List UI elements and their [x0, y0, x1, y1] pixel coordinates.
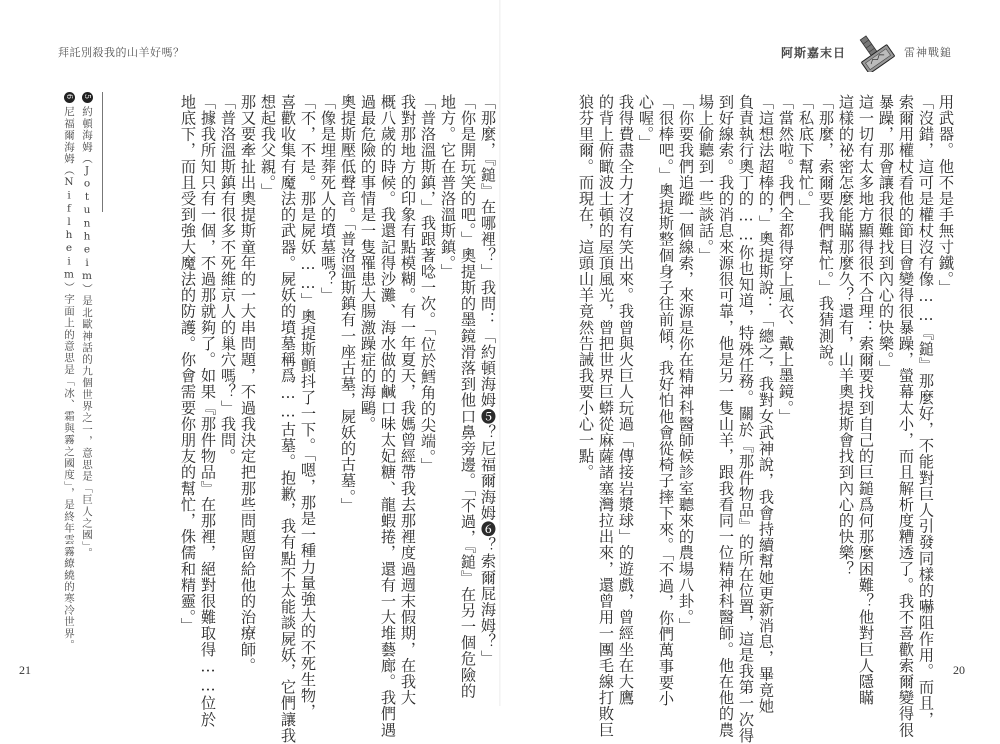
text-column: 這一切有太多地方顯得很不合理：索爾要找到自己的巨鎚爲何那麼困難？他對巨人隱瞞: [857, 94, 875, 706]
text-column: 場上偷聽到一些談話。」: [697, 94, 715, 264]
text-column: 「據我所知只有一個，不過那就夠了。如果『那件物品』在那裡，絕對很難取得……位於: [199, 94, 217, 728]
footnote-divider: [102, 92, 103, 212]
text-column: 「你是開玩笑的吧。」奧提斯的墨鏡滑落到他口鼻旁邊。「不過，『鎚』在另一個危險的: [459, 94, 477, 700]
text-column: 我得費盡全力才沒有笑出來。我曾與火巨人玩過「傳接岩漿球」的遊戲，曾經坐在大鷹: [617, 94, 635, 706]
text-column: 「不，不是。那是屍妖……」奧提斯顫抖了一下。「嗯，那是一種力量強大的不死生物，: [299, 94, 317, 720]
footnote-5: [80, 92, 94, 592]
page-number-right: 20: [953, 663, 965, 677]
text-column: 索爾用權杖看他的節目會變得很暴躁，螢幕太小，而且解析度糟透了。我不喜歡索爾變得很: [897, 94, 915, 738]
text-column: 地方。它在普洛溫斯鎮。」: [439, 94, 457, 280]
text-column: 這樣的祕密怎麼能瞞那麼久？還有，山羊奧提斯會找到內心的快樂？: [837, 94, 855, 577]
text-column: 我對那地方的印象有點模糊。有一年夏天，我媽曾經帶我去那裡度過週末假期，在我大: [399, 94, 417, 706]
text-column: 地底下，而且受到強大魔法的防護。你會需要你朋友的幫忙，侏儒和精靈。」: [179, 94, 197, 634]
text-column: 「沒錯，這可是權杖沒有像……『鎚』那麼好，不能對巨人引發同樣的嚇阻作用。而且，: [917, 94, 935, 728]
running-head-left: 拜託別殺我的山羊好嗎？: [58, 46, 185, 59]
footnote-text: 約頓海姆（Jotunheim）是北歐神話的九個世界之一，意思是「巨人之國」。: [81, 106, 93, 559]
running-head-right: [781, 32, 952, 72]
text-column: 「那麼，索爾要我們幫忙。」我猜測說。: [817, 94, 835, 377]
text-column: 暴躁，那會讓我很難找到內心的快樂。」: [877, 94, 895, 377]
text-column: 奧提斯壓低聲音。「普洛溫斯鎮有一座古墓，屍妖的古墓。」: [339, 94, 357, 514]
footnote-text: 尼福爾海姆（Niflheim）字面上的意思是「冰、霜與霧之國度」，是終年雲霧繚繞的寒冷世界。: [63, 106, 75, 651]
text-column: 「很棒吧。」奧提斯整個身子往前傾，我好怕他會從椅子摔下來。「不過，你們萬事要小: [657, 94, 675, 707]
page-number-left: 21: [19, 663, 31, 677]
footnote-marker: 6: [64, 92, 75, 103]
text-column: 的背上俯瞰波士頓的屋頂風光，曾把世界巨蟒從麻薩諸塞灣拉出來，還曾用一團毛線打敗巨: [597, 94, 615, 738]
text-column: 「那麼，『鎚』在哪裡？」我問：「約頓海姆❺？尼福爾海姆❻？索爾屁海姆？」: [479, 94, 497, 666]
text-column: 「這想法超棒的，」奧提斯說：「總之，我對女武神說，我會持續幫她更新消息，畢竟她: [757, 94, 775, 715]
text-column: 喜歡收集有魔法的武器。屍妖的墳墓稱爲……古墓。抱歉，我有點不太能談屍妖，它們讓我: [279, 94, 297, 744]
text-column: 過最危險的事情是一隻罹患大腸激躁症的海鷗。: [359, 94, 377, 433]
text-column: 「像是埋葬死人的墳墓嗎？」: [319, 94, 337, 304]
text-column: 「普洛溫斯鎮，」我跟著唸一次。「位於鱈角的尖端。」: [419, 94, 437, 474]
book-title: 阿斯嘉末日: [780, 45, 846, 60]
text-column: 到好線索。我的消息來源很可靠，他是另一隻山羊，跟我看同一位精神科醫師。他在他的農: [717, 94, 735, 738]
text-column: 概八歲的時候。我還記得沙灘、海水做的鹹口味太妃糖、龍蝦捲，還有一大堆藝廊。我們遇: [379, 94, 397, 738]
text-column: 「當然啦。我們全都得穿上風衣、戴上墨鏡。」: [777, 94, 795, 425]
text-column: 用武器。他不是手無寸鐵。」: [937, 94, 955, 296]
chapter-title: 雷神戰鎚: [904, 46, 952, 59]
right-page: [500, 0, 1000, 744]
text-column: 「你要我們追蹤一個線索，來源是你在精神科醫師候診室聽來的農場八卦。」: [677, 94, 695, 634]
text-column: 狼芬里爾。而現在，這頭山羊竟然告誡我要小心一點。: [577, 94, 595, 481]
footnote-6: [62, 92, 76, 651]
text-column: 負責執行奧丁的……你也知道，特殊任務。關於『那件物品』的所在位置，這是我第一次得: [737, 94, 755, 744]
hammer-icon: [852, 32, 898, 72]
footnote-marker: 5: [82, 92, 93, 103]
text-column: 心喔。」: [637, 94, 655, 151]
text-column: 「私底下幫忙。」: [797, 94, 815, 216]
text-column: 「普洛溫斯鎮有很多不死維京人的巢穴嗎？」我問。: [219, 94, 237, 465]
text-column: 那又要牽扯出奧提斯童年的一大串問題，不過我決定把那些問題留給他的治療師。: [239, 94, 257, 674]
text-column: 想起我父親。」: [259, 94, 277, 200]
